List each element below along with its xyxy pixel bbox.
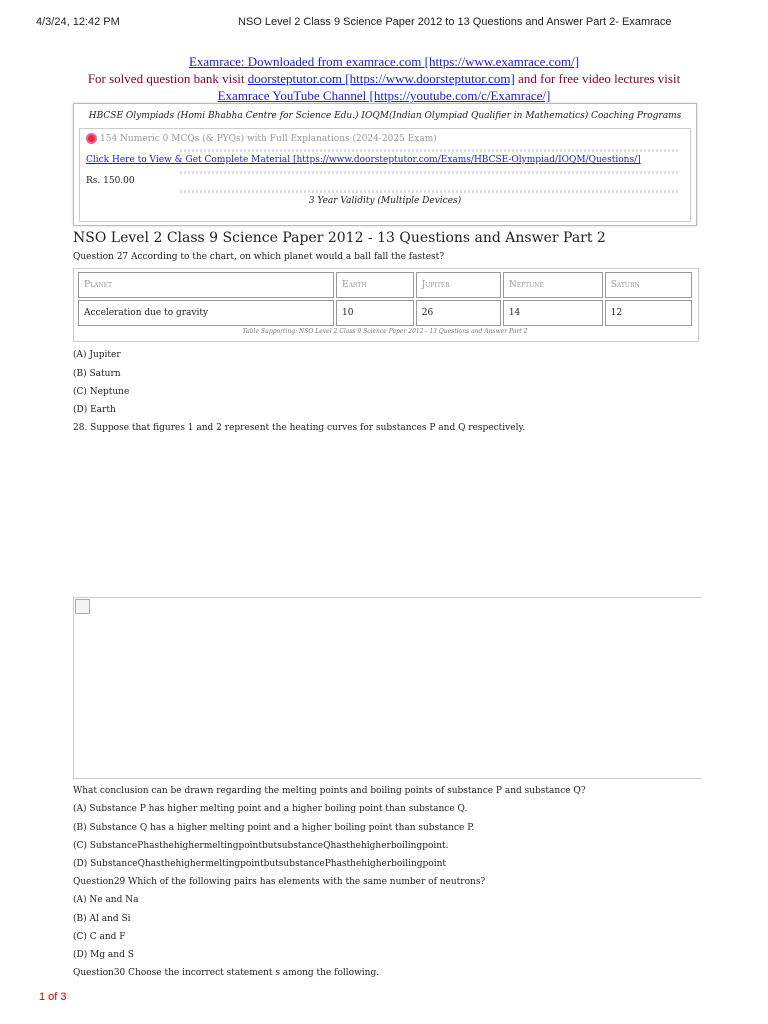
banner-text-pre: For solved question bank visit (87, 71, 248, 86)
banner-text-post: and for free video lectures visit (514, 71, 681, 86)
option: (D) Mg and S (73, 950, 134, 960)
cell-neptune: 14 (503, 300, 603, 326)
page-title: NSO Level 2 Class 9 Science Paper 2012 - 13 Questions and Answer Part 2 (73, 230, 606, 246)
row-label: Acceleration due to gravity (78, 300, 334, 326)
option: (B) Substance Q has a higher melting point and a higher boiling point than substance P. (73, 823, 475, 833)
cell-earth: 10 (336, 300, 414, 326)
question-30: Question30 Choose the incorrect statement s among the following. (73, 968, 380, 978)
price: Rs. 150.00 (86, 176, 135, 186)
heating-curve-image (73, 597, 702, 779)
question-28: 28. Suppose that figures 1 and 2 represent the heating curves for substances P and Q respectively. (73, 423, 526, 433)
option: (C) SubstancePhasthehighermeltingpointbutsubstanceQhasthehigherboilingpoint. (73, 841, 449, 851)
option: (D) Earth (73, 405, 116, 415)
print-header (0, 16, 768, 32)
table-row (78, 300, 692, 326)
option: (B) Saturn (73, 369, 121, 379)
cell-jupiter: 26 (416, 300, 501, 326)
mcq-text: 154 Numeric 0 MCQs (& PYQs) with Full Explanations (2024-2025 Exam) (100, 133, 437, 144)
option: (C) Neptune (73, 387, 130, 397)
broken-image-icon (75, 599, 90, 614)
option: (B) Al and Si (73, 914, 131, 924)
divider (180, 190, 680, 193)
col-planet: Planet (78, 272, 334, 298)
option: (A) Substance P has higher melting point and a higher boiling point than substance Q. (73, 804, 468, 814)
promo-heading: HBCSE Olympiads (Homi Bhabha Centre for Science Edu.) IOQM(Indian Olympiad Qualifier in Mathematics) Coaching Programs (88, 111, 682, 121)
validity: 3 Year Validity (Multiple Devices) (308, 196, 462, 206)
col-jupiter: Jupiter (416, 272, 501, 298)
col-earth: Earth (336, 272, 414, 298)
question-28-followup: What conclusion can be drawn regarding the melting points and boiling points of substance P and substance Q? (73, 786, 586, 796)
table-caption: Table Supporting: NSO Level 2 Class 9 Science Paper 2012 - 13 Questions and Answer Part 2 (242, 328, 528, 335)
page-number: 1 of 3 (39, 991, 67, 1003)
col-saturn: Saturn (605, 272, 692, 298)
option: (C) C and F (73, 932, 126, 942)
source-banner (0, 53, 768, 104)
option: (A) Jupiter (73, 350, 121, 360)
option: (A) Ne and Na (73, 895, 139, 905)
gravity-table (76, 270, 694, 328)
material-link[interactable]: Click Here to View & Get Complete Material [https://www.doorsteptutor.com/Exams/HBCSE-Olympiad/IOQM/Questions/] (86, 155, 641, 165)
divider (180, 149, 680, 152)
print-date: 4/3/24, 12:42 PM (36, 16, 120, 28)
print-title: NSO Level 2 Class 9 Science Paper 2012 to 13 Questions and Answer Part 2- Examrace (238, 16, 672, 28)
promo-box (73, 103, 697, 226)
promo-inner (79, 128, 691, 222)
youtube-link[interactable]: Examrace YouTube Channel [https://youtube.com/c/Examrace/] (217, 88, 551, 103)
cell-saturn: 12 (605, 300, 692, 326)
question-27: Question 27 According to the chart, on which planet would a ball fall the fastest? (73, 252, 445, 262)
table-header-row (78, 272, 692, 298)
mcq-count (86, 133, 437, 144)
option: (D) SubstanceQhasthehighermeltingpointbutsubstancePhasthehigherboilingpoint (73, 859, 447, 869)
examrace-link[interactable]: Examrace: Downloaded from examrace.com [https://www.examrace.com/] (188, 54, 580, 69)
question-29: Question29 Which of the following pairs has elements with the same number of neutrons? (73, 877, 486, 887)
divider (180, 171, 680, 174)
target-icon (86, 133, 97, 144)
doorsteptutor-link[interactable]: doorsteptutor.com [https://www.doorsteptutor.com] (247, 71, 515, 86)
col-neptune: Neptune (503, 272, 603, 298)
